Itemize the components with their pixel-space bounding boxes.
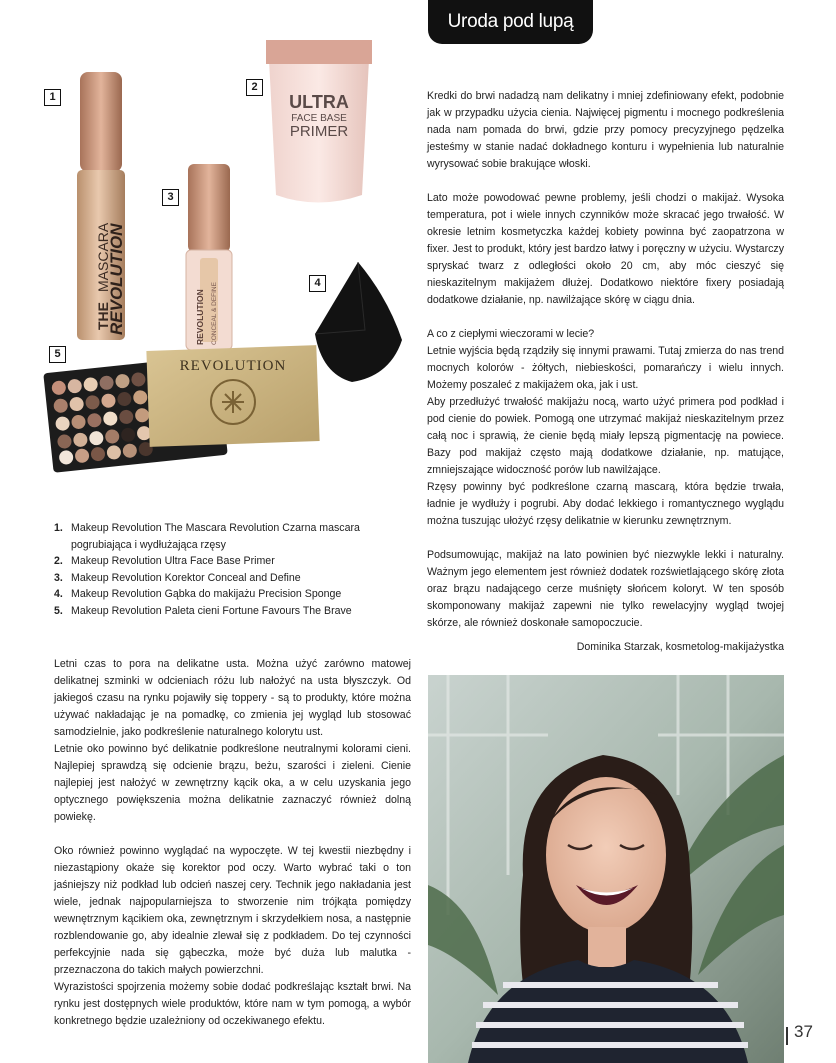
- legend-number: 1.: [54, 522, 63, 534]
- left-column-text: [54, 656, 411, 1030]
- product-number-3: 3: [162, 189, 179, 206]
- product-number-4: 4: [309, 275, 326, 292]
- concealer-product: [186, 164, 232, 350]
- section-title: Uroda pod lupą: [447, 11, 574, 32]
- mascara-label-1: THE: [95, 302, 111, 330]
- paragraph: Wyrazistości spojrzenia możemy sobie dodać podkreślając kształt brwi. Na rynku jest dostępnych wiele produktów, które nam w tym pomogą, a wybór konkretnego będzie uzależniony od oczekiwanego efektu.: [54, 981, 411, 1027]
- legend-number: 3.: [54, 571, 63, 584]
- legend-text: Makeup Revolution Korektor Conceal and Define: [71, 571, 301, 584]
- legend-item: [54, 603, 414, 620]
- product-legend: [54, 520, 414, 619]
- primer-product: [266, 40, 372, 203]
- product-number-2: 2: [246, 79, 263, 96]
- mascara-label-3: REVOLUTION: [107, 223, 126, 335]
- paragraph: Rzęsy powinny być podkreślone czarną mascarą, która będzie trwała, ładnie je wydłuży i pogrubi. Aby dodać lekkiego i romantycznego wyglądu można tuszując ułożyć rzęsy delikatnie w kierunku zewnętrznym.: [427, 481, 784, 527]
- legend-item: [54, 553, 414, 570]
- legend-text: Makeup Revolution The Mascara Revolution Czarna mascara pogrubiająca i wydłużająca rzęsy: [71, 522, 360, 551]
- legend-text: Makeup Revolution Paleta cieni Fortune Favours The Brave: [71, 604, 352, 617]
- paragraph: Oko również powinno wyglądać na wypoczęte. W tej kwestii niezbędny i niezastąpiony okaże się korektor pod oczy. Warto wybrać taki o ton jaśniejszy niż podkład lub odcień naszej cery. Technik jego nakładania jest wiele, jednak najpopularniejsza to stworzenie nim trójkąta pomiędzy wewnętrznym kącikiem oka, zewnętrznym i skrzydełkiem nosa, a następnie rozblendowanie go, aby idealnie zlewał się z podkładem. Do tej czynności perfekcyjnie nada się gąbeczka, może być duża lub malutka - przeznaczona do takich małych powierzchni.: [54, 845, 411, 976]
- concealer-label-2: CONCEAL & DEFINE: [211, 282, 218, 345]
- page-number: 37: [794, 1022, 813, 1041]
- right-column-text: [427, 88, 784, 632]
- photo-image: [428, 675, 784, 1063]
- concealer-label-1: REVOLUTION: [195, 289, 205, 345]
- legend-text: Makeup Revolution Ultra Face Base Primer: [71, 555, 275, 567]
- paragraph: Aby przedłużyć trwałość makijażu nocą, warto użyć primera pod podkład i pod cienie do powiek. Pomogą one utrzymać makijaż nieskazitelnym przez całą noc i sprawią, że cienie będą miały lepszą pigmentację na powiece. Bazy pod makijaż często mają dodatkowe działanie, np. matujące, zmniejszające widoczność porów lub nawilżające.: [427, 396, 784, 476]
- page-number-bar: [786, 1027, 788, 1045]
- paragraph: Letnie oko powinno być delikatnie podkreślone neutralnymi kolorami cieni. Najlepiej sprawdzą się odcienie brązu, beżu, szarości i zieleni. Cienie najlepiej jest nałożyć w zewnętrzny kącik oka, a w celu uzyskania jego optycznego powiększenia można delikatnie zaznaczyć również dolną powiekę.: [54, 743, 411, 823]
- paragraph: Lato może powodować pewne problemy, jeśli chodzi o makijaż. Wysoka temperatura, pot i wiele innych czynników może skracać jego trwałość. W okresie letnim kosmetyczka każdej kobiety powinna być zaopatrzona w fixer. Jest to produkt, który jest bardzo łatwy i poręczny w użyciu. Wystarczy spryskać twarz z odległości około 20 cm, aby móc cieszyć się nieskazitelnym makijażem dłużej. Dodatkowo niektóre fixery posiadają dodatkowe działanie, np. nawilżające skórę w ciągu dnia.: [427, 192, 784, 306]
- legend-item: [54, 520, 414, 553]
- product-illustration: [40, 30, 410, 500]
- legend-item: [54, 586, 414, 603]
- primer-label-1: ULTRA: [289, 92, 349, 112]
- product-number-1: 1: [44, 89, 61, 106]
- products-image: [40, 30, 410, 500]
- palette-brand: REVOLUTION: [179, 358, 287, 374]
- legend-number: 5.: [54, 604, 63, 617]
- paragraph: Letni czas to pora na delikatne usta. Można użyć zarówno matowej delikatnej szminki w odcieniach różu lub nałożyć na usta błyszczyk. Od jakiegoś czasu na rynku pojawiły się toppery - są to produkty, które można używać nakładając je na pomadkę, co zmienia jej wygląd lub stosować samodzielnie, jako podkreślenie naturalnego kolorytu ust.: [54, 658, 411, 738]
- paragraph: Letnie wyjścia będą rządziły się innymi prawami. Tutaj zmierza do nas trend mocnych kolorów - żółtych, niebieskości, pomarańczy i wielu innych. Możemy poszaleć z makijażem oka, jak i ust.: [427, 345, 784, 391]
- legend-text: Makeup Revolution Gąbka do makijażu Precision Sponge: [71, 588, 342, 600]
- legend-number: 4.: [54, 588, 63, 600]
- primer-label-3: PRIMER: [289, 123, 349, 140]
- mascara-product: [77, 72, 126, 340]
- paragraph: Podsumowując, makijaż na lato powinien być niezwykle lekki i naturalny. Ważnym jego elementem jest również dodatek rozświetlającego skórę złota oraz brązu nadającego cerze muśnięty słońcem koloryt. W ten sposób skomponowany makijaż zapewni nie tylko rewelacyjny wygląd twojej skórze, ale również doskonałe samopoczucie.: [427, 549, 784, 629]
- legend-number: 2.: [54, 555, 63, 567]
- paragraph: Kredki do brwi nadadzą nam delikatny i mniej zdefiniowany efekt, podobnie jak w przypadku użycia cienia. Najwięcej pigmentu i mocnego podkreślenia nada nam pomada do brwi, gdzie przy pomocy precyzyjnego pędzelka jesteśmy w stanie nadać dokładnego konturu i wypełnienia lub naturalnie wyrysować sobie brakujące włoski.: [427, 90, 784, 170]
- author-signature: Dominika Starzak, kosmetolog-makijażystka: [576, 641, 784, 653]
- legend-item: [54, 570, 414, 587]
- sponge-product: [315, 262, 402, 382]
- mascara-label-2: MASCARA: [95, 222, 111, 292]
- woman-smiling-photo: [428, 675, 784, 1063]
- product-number-5: 5: [49, 346, 66, 363]
- primer-label-2: FACE BASE: [291, 113, 347, 124]
- paragraph: A co z ciepłymi wieczorami w lecie?: [427, 328, 595, 340]
- palette-product: [43, 345, 319, 473]
- section-header-tab: [428, 0, 593, 44]
